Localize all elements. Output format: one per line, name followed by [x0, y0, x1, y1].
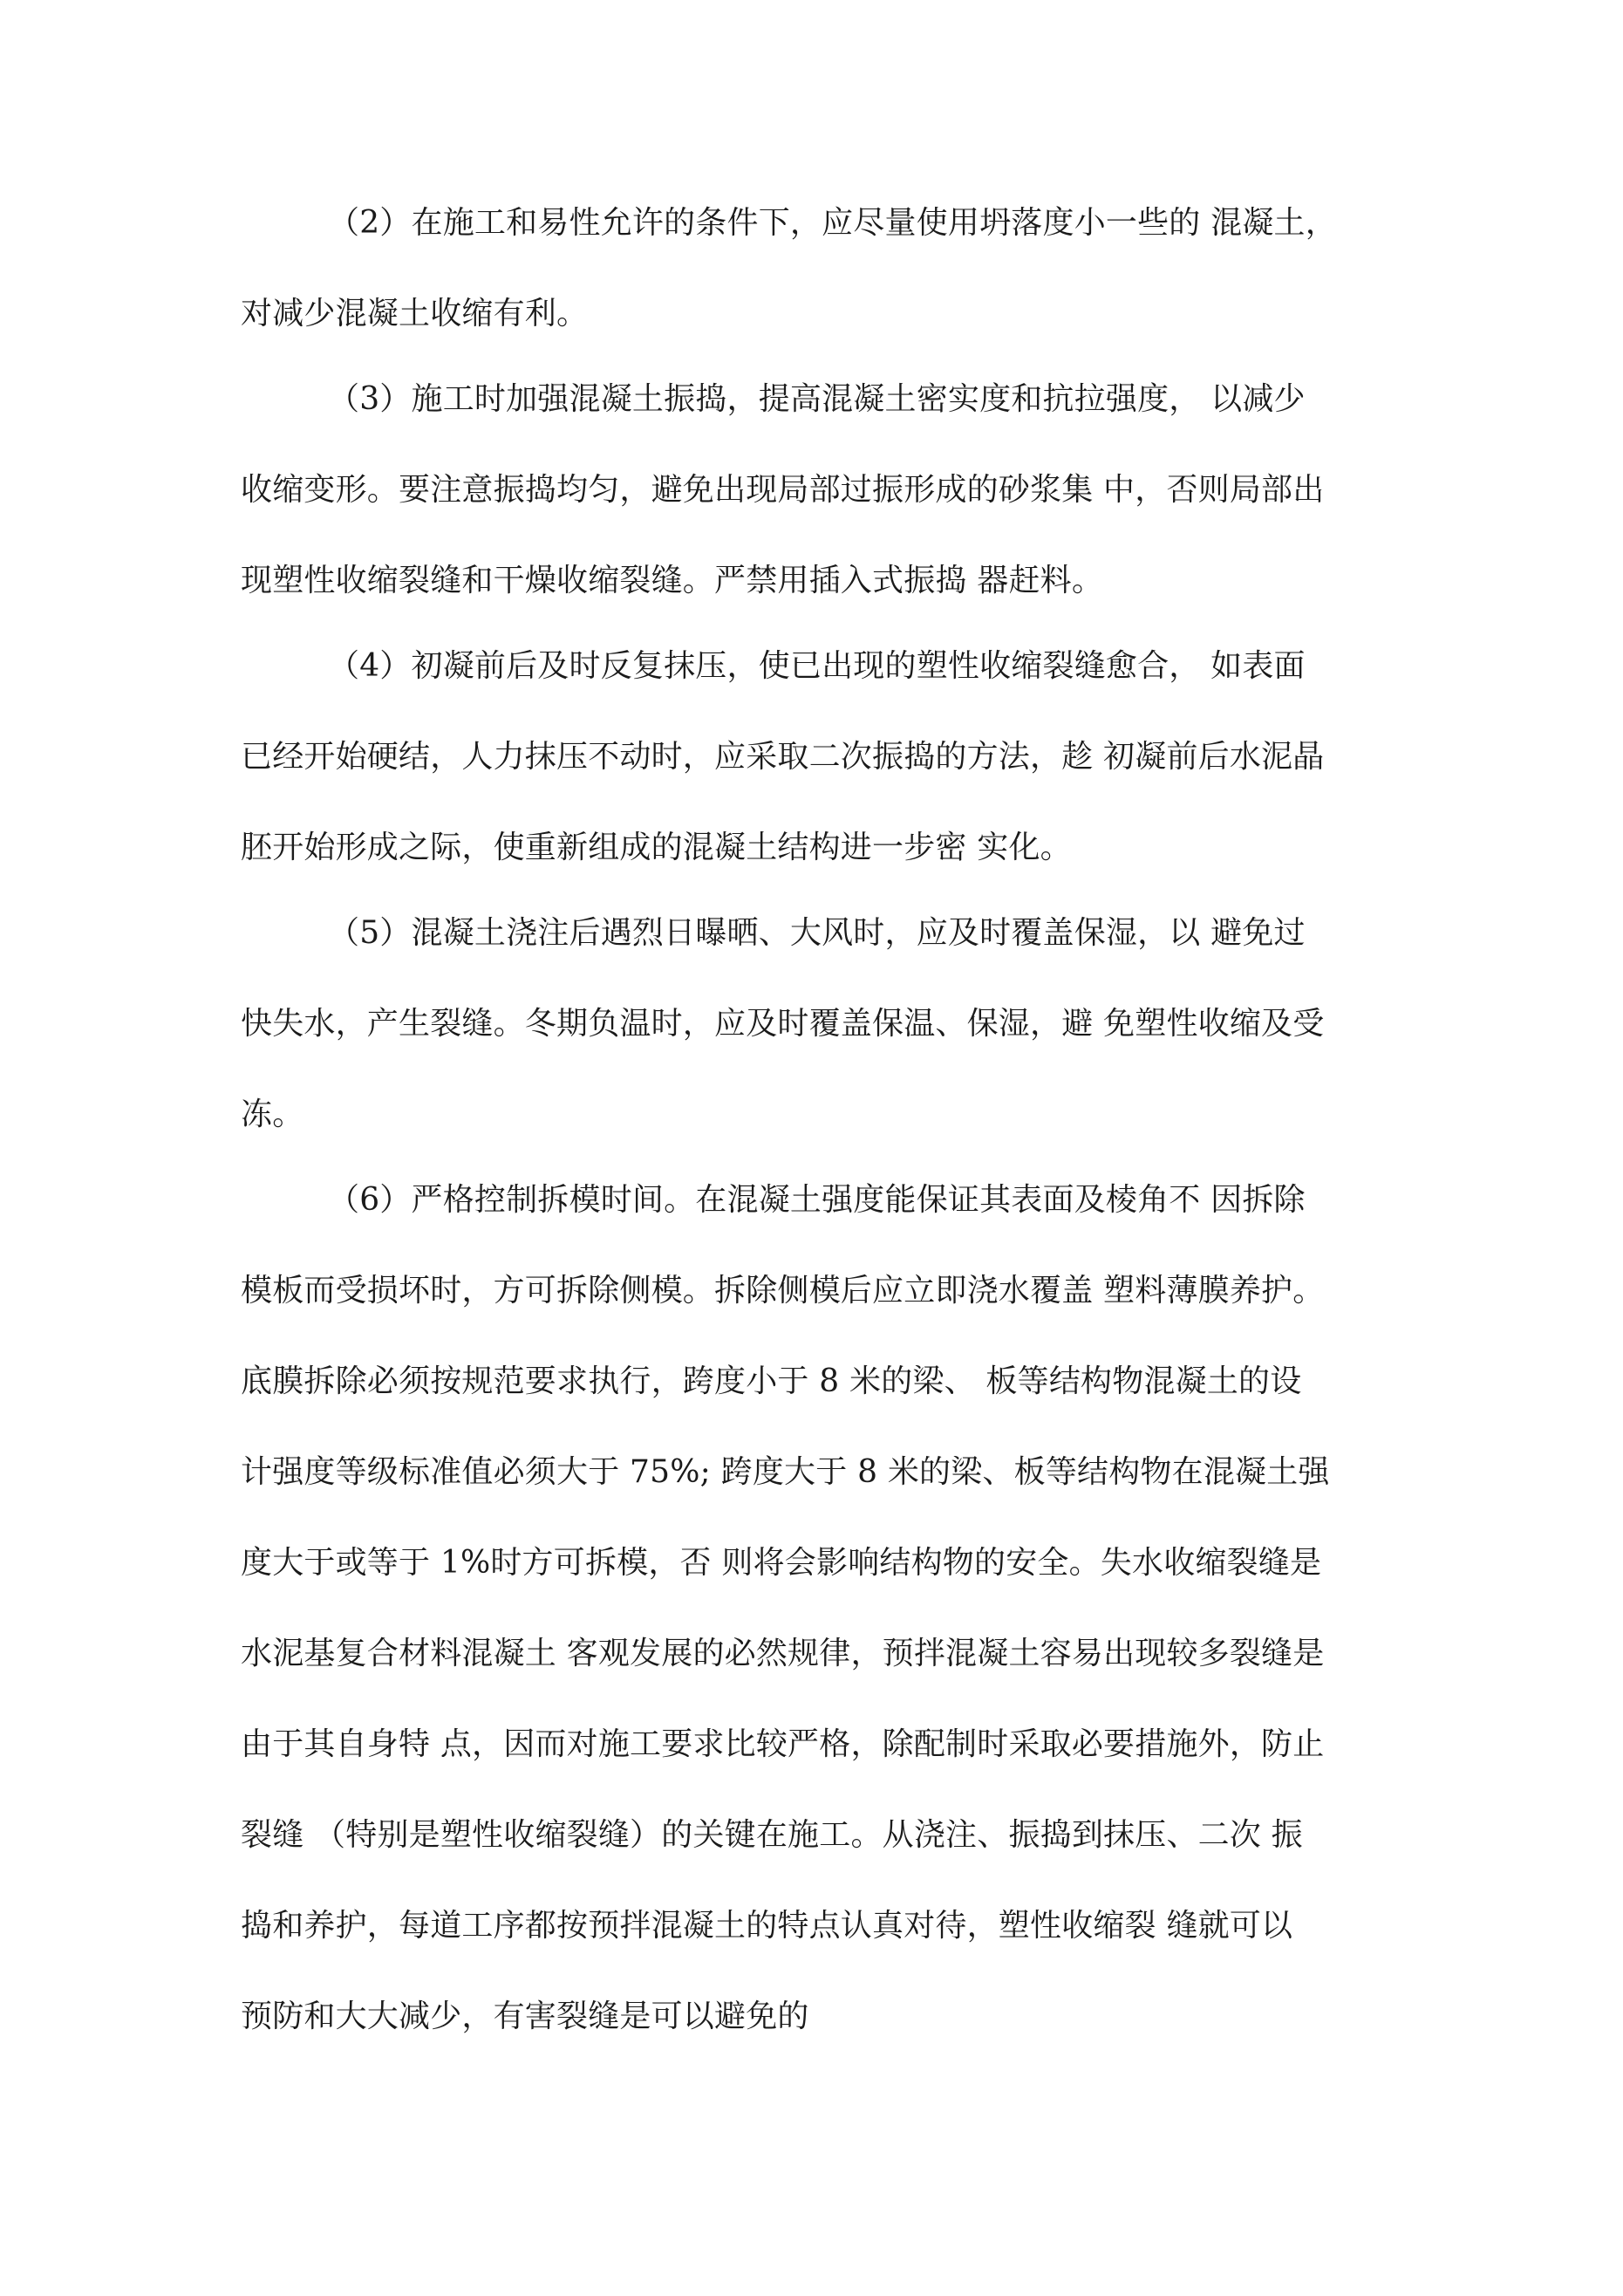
paragraph-line: 现塑性收缩裂缝和干燥收缩裂缝。严禁用插入式振捣 器赶料。 — [241, 563, 1104, 598]
paragraph-line: （5）混凝土浇注后遇烈日曝晒、大风时，应及时覆盖保湿，以 避免过 — [328, 915, 1306, 951]
paragraph-4 — [241, 644, 1401, 871]
paragraph-line: 计强度等级标准值必须大于 75%; 跨度大于 8 米的梁、板等结构物在混凝土强 — [241, 1454, 1330, 1490]
paragraph-line: 裂缝 （特别是塑性收缩裂缝）的关键在施工。从浇注、振捣到抹压、二次 振 — [241, 1817, 1303, 1853]
paragraph-line: 对减少混凝土收缩有利。 — [241, 296, 589, 331]
paragraph-5 — [241, 911, 1401, 1138]
paragraph-line: 快失水，产生裂缝。冬期负温时，应及时覆盖保温、保湿，避 免塑性收缩及受 — [241, 1006, 1325, 1042]
paragraph-line: 水泥基复合材料混凝土 客观发展的必然规律，预拌混凝土容易出现较多裂缝是 — [241, 1636, 1325, 1671]
paragraph-line: 收缩变形。要注意振捣均匀，避免出现局部过振形成的砂浆集 中，否则局部出 — [241, 472, 1325, 508]
paragraph-3 — [241, 377, 1401, 604]
paragraph-line: 预防和大大减少，有害裂缝是可以避免的 — [241, 1999, 809, 2034]
paragraph-line: （6）严格控制拆模时间。在混凝土强度能保证其表面及棱角不 因拆除 — [328, 1182, 1306, 1218]
paragraph-line: 度大于或等于 1%时方可拆模，否 则将会影响结构物的安全。失水收缩裂缝是 — [241, 1545, 1322, 1581]
paragraph-line: （2）在施工和易性允许的条件下，应尽量使用坍落度小一些的 混凝土， — [328, 205, 1337, 241]
paragraph-2 — [241, 201, 1401, 337]
paragraph-line: 已经开始硬结，人力抹压不动时，应采取二次振捣的方法，趁 初凝前后水泥晶 — [241, 739, 1325, 775]
paragraph-line: 冻。 — [241, 1097, 304, 1132]
paragraph-line: （4）初凝前后及时反复抹压，使已出现的塑性收缩裂缝愈合， 如表面 — [328, 648, 1306, 684]
document-body — [241, 201, 1401, 2080]
paragraph-6 — [241, 1178, 1401, 2040]
paragraph-line: 底膜拆除必须按规范要求执行，跨度小于 8 米的梁、 板等结构物混凝土的设 — [241, 1363, 1302, 1399]
paragraph-line: 胚开始形成之际，使重新组成的混凝土结构进一步密 实化。 — [241, 830, 1072, 865]
paragraph-line: 模板而受损坏时，方可拆除侧模。拆除侧模后应立即浇水覆盖 塑料薄膜养护。 — [241, 1273, 1325, 1309]
paragraph-line: （3）施工时加强混凝土振捣，提高混凝土密实度和抗拉强度， 以减少 — [328, 381, 1306, 417]
paragraph-line: 由于其自身特 点，因而对施工要求比较严格，除配制时采取必要措施外，防止 — [241, 1726, 1325, 1762]
paragraph-line: 捣和养护，每道工序都按预拌混凝土的特点认真对待，塑性收缩裂 缝就可以 — [241, 1908, 1293, 1944]
